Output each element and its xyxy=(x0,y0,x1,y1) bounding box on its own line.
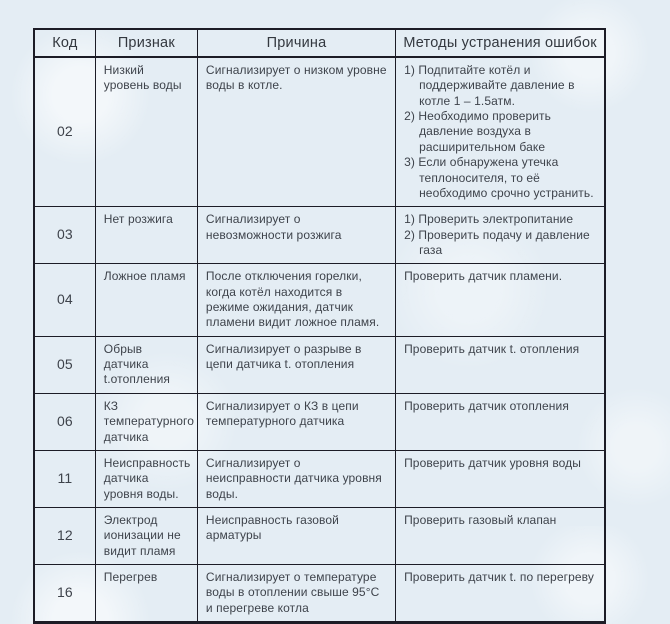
cause-cell: После отключения горелки, когда котёл находится в режиме ожидания, датчик пламени видит ложное пламя. xyxy=(197,264,395,336)
cause-cell: Неисправность газовой арматуры xyxy=(197,507,395,564)
method-item: Проверить датчик пламени. xyxy=(404,269,563,284)
sign-cell: Неисправность датчика уровня воды. xyxy=(95,450,197,507)
method-item: Проверить газовый клапан xyxy=(404,512,557,527)
method-item: 1) Подпитайте котёл и поддерживайте давление в котле 1 – 1.5атм. xyxy=(404,63,575,108)
methods-cell xyxy=(396,507,605,564)
code-cell: 02 xyxy=(34,57,95,207)
methods-cell xyxy=(396,565,605,623)
method-item: 1) Проверить электропитание xyxy=(404,212,574,227)
sign-cell: Ложное пламя xyxy=(95,264,197,336)
cause-cell: Сигнализирует о разрыве в цепи датчика t. отопления xyxy=(197,336,395,393)
method-item: 3) Если обнаружена утечка теплоносителя, то её необходимо срочно устранить. xyxy=(404,155,594,200)
table-row xyxy=(34,565,605,623)
methods-cell xyxy=(396,57,605,207)
method-item: Проверить датчик t. по перегреву xyxy=(404,570,594,585)
header-sign: Признак xyxy=(95,29,197,57)
table-row xyxy=(34,450,605,507)
header-code: Код xyxy=(34,29,95,57)
sign-cell: Электрод ионизации не видит пламя xyxy=(95,507,197,564)
sign-cell: Нет розжига xyxy=(95,207,197,264)
cause-cell: Сигнализирует о неисправности датчика уровня воды. xyxy=(197,450,395,507)
error-codes-table xyxy=(33,28,606,624)
methods-cell xyxy=(396,207,605,264)
cause-cell: Сигнализирует о КЗ в цепи температурного датчика xyxy=(197,393,395,450)
code-cell: 06 xyxy=(34,393,95,450)
table-row xyxy=(34,393,605,450)
table-row xyxy=(34,264,605,336)
code-cell: 03 xyxy=(34,207,95,264)
header-methods: Методы устранения ошибок xyxy=(396,29,605,57)
method-item: Проверить датчик уровня воды xyxy=(404,455,581,470)
table-row xyxy=(34,57,605,207)
sign-cell: Низкий уровень воды xyxy=(95,57,197,207)
code-cell: 05 xyxy=(34,336,95,393)
method-item: 2) Проверить подачу и давление газа xyxy=(404,227,590,257)
methods-cell xyxy=(396,264,605,336)
table-row xyxy=(34,507,605,564)
header-cause: Причина xyxy=(197,29,395,57)
code-cell: 16 xyxy=(34,565,95,623)
method-item: 2) Необходимо проверить давление воздуха в расширительном баке xyxy=(404,109,551,154)
code-cell: 04 xyxy=(34,264,95,336)
methods-cell xyxy=(396,393,605,450)
sign-cell: Перегрев xyxy=(95,565,197,623)
cause-cell: Сигнализирует о низком уровне воды в котле. xyxy=(197,57,395,207)
cause-cell: Сигнализирует о невозможности розжига xyxy=(197,207,395,264)
methods-cell xyxy=(396,450,605,507)
methods-cell xyxy=(396,336,605,393)
code-cell: 11 xyxy=(34,450,95,507)
method-item: Проверить датчик t. отопления xyxy=(404,341,580,356)
table-row xyxy=(34,207,605,264)
method-item: Проверить датчик отопления xyxy=(404,398,569,413)
table-header-row xyxy=(34,29,605,57)
sign-cell: Обрыв датчика t.отопления xyxy=(95,336,197,393)
cause-cell: Сигнализирует о температуре воды в отоплении свыше 95°С и перегреве котла xyxy=(197,565,395,623)
table-row xyxy=(34,336,605,393)
code-cell: 12 xyxy=(34,507,95,564)
sign-cell: КЗ температурного датчика xyxy=(95,393,197,450)
